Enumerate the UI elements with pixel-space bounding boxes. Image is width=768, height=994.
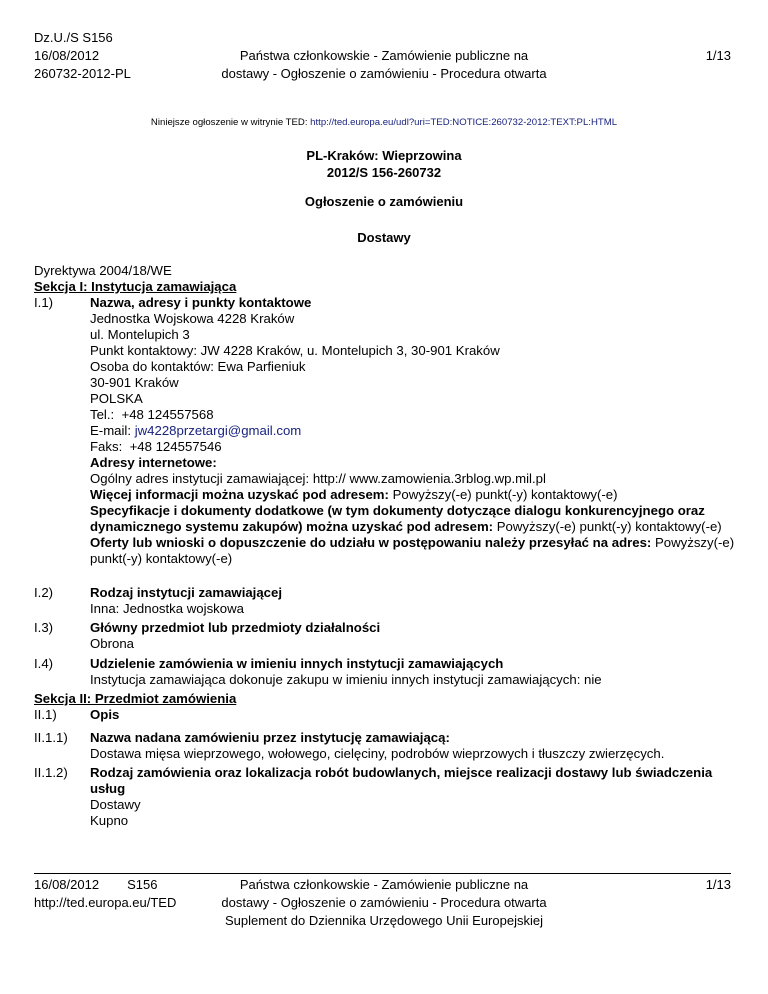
ted-notice-label: Niniejsze ogłoszenie w witrynie TED: — [150, 117, 311, 128]
i1-email-link[interactable]: jw4228przetargi@gmail.com — [134, 423, 302, 438]
i1-spec-value: Powyższy(-e) punkt(-y) kontaktowy(-e) — [493, 519, 722, 534]
i1-offers-value-part2: punkt(-y) kontaktowy(-e) — [90, 551, 233, 566]
section1-title: Sekcja I: Instytucja zamawiająca — [34, 279, 237, 294]
i4-heading: Udzielenie zamówienia w imieniu innych instytucji zamawiających — [90, 656, 504, 671]
doc-title-block — [0, 148, 768, 181]
i1-offers-label: Oferty lub wnioski o dopuszczenie do udziału w postępowaniu należy przesyłać na adres: — [90, 535, 652, 550]
i1-number: I.1) — [34, 295, 54, 310]
header-left — [34, 29, 131, 83]
i1-offers-line — [90, 535, 734, 551]
header-title-line1: Państwa członkowskie - Zamówienie publiczne na — [239, 48, 529, 63]
section2-title: Sekcja II: Przedmiot zamówienia — [34, 691, 237, 706]
footer-line2: dostawy - Ogłoszenie o zamówieniu - Procedura otwarta — [221, 895, 547, 910]
ii12-value2: Kupno — [90, 813, 129, 828]
i1-country: POLSKA — [90, 391, 143, 406]
ii12-heading-line2: usług — [90, 781, 126, 796]
i1-offers-value-part1: Powyższy(-e) — [651, 535, 735, 550]
i1-email-line — [90, 423, 301, 439]
i1-email-label: E-mail: — [90, 423, 135, 438]
header-title — [200, 47, 568, 83]
ii12-value1: Dostawy — [90, 797, 141, 812]
footer-divider — [34, 873, 731, 874]
i1-name: Jednostka Wojskowa 4228 Kraków — [90, 311, 295, 326]
i1-spec-label-line1: Specyfikacje i dokumenty dodatkowe (w tym dokumenty dotyczące dialogu konkurencyjnego oraz — [90, 503, 705, 518]
header-date: 16/08/2012 — [34, 48, 100, 63]
i2-number: I.2) — [34, 585, 54, 600]
i1-street: ul. Montelupich 3 — [90, 327, 190, 342]
dz-ref: Dz.U./S S156 — [34, 30, 113, 45]
ii12-heading-line1: Rodzaj zamówienia oraz lokalizacja robót budowlanych, miejsce realizacji dostawy lub świadczenia — [90, 765, 713, 780]
ii11-heading: Nazwa nadana zamówieniu przez instytucję zamawiającą: — [90, 730, 450, 745]
ii1-heading: Opis — [90, 707, 120, 722]
ii11-value: Dostawa mięsa wieprzowego, wołowego, cielęciny, podrobów wieprzowych i tłuszczy zwierzęcych. — [90, 746, 665, 761]
i3-value: Obrona — [90, 636, 134, 651]
i3-heading: Główny przedmiot lub przedmioty działalności — [90, 620, 381, 635]
footer-left — [34, 876, 176, 912]
i1-contact-person: Osoba do kontaktów: Ewa Parfieniuk — [90, 359, 306, 374]
i1-web-heading: Adresy internetowe: — [90, 455, 217, 470]
footer-line1: Państwa członkowskie - Zamówienie publiczne na — [239, 877, 529, 892]
doc-place-subject: PL-Kraków: Wieprzowina — [306, 148, 462, 163]
footer-center — [200, 876, 568, 930]
footer-url: http://ted.europa.eu/TED — [34, 895, 177, 910]
i1-more-info — [90, 487, 618, 503]
i1-postal: 30-901 Kraków — [90, 375, 179, 390]
header-page-number: 1/13 — [705, 48, 731, 63]
i1-general-address: Ogólny adres instytucji zamawiającej: http:// www.zamowienia.3rblog.wp.mil.pl — [90, 471, 546, 486]
i1-contact-point: Punkt kontaktowy: JW 4228 Kraków, u. Montelupich 3, 30-901 Kraków — [90, 343, 500, 358]
header-title-line2: dostawy - Ogłoszenie o zamówieniu - Procedura otwarta — [221, 66, 547, 81]
footer-page-number: 1/13 — [705, 877, 731, 892]
i1-heading: Nazwa, adresy i punkty kontaktowe — [90, 295, 312, 310]
footer-date-series — [34, 876, 176, 894]
ted-notice-link[interactable]: http://ted.europa.eu/udl?uri=TED:NOTICE:260732-2012:TEXT:PL:HTML — [310, 117, 618, 128]
footer-date: 16/08/2012 — [34, 877, 100, 892]
notice-id: 260732-2012-PL — [34, 66, 131, 81]
i1-fax: Faks: +48 124557546 — [90, 439, 222, 454]
i1-tel: Tel.: +48 124557568 — [90, 407, 214, 422]
i1-spec-line2 — [90, 519, 722, 535]
ted-notice-line — [0, 117, 768, 129]
i1-more-info-value: Powyższy(-e) punkt(-y) kontaktowy(-e) — [388, 487, 618, 502]
doc-ref: 2012/S 156-260732 — [326, 164, 442, 180]
i1-more-info-label: Więcej informacji można uzyskać pod adresem: — [90, 487, 389, 502]
i2-value: Inna: Jednostka wojskowa — [90, 601, 244, 616]
directive: Dyrektywa 2004/18/WE — [34, 263, 172, 278]
ii12-number: II.1.2) — [34, 765, 68, 780]
i1-spec-label-line2: dynamicznego systemu zakupów) można uzyskać pod adresem: — [90, 519, 494, 534]
doc-notice-type: Ogłoszenie o zamówieniu — [304, 194, 464, 209]
i4-value: Instytucja zamawiająca dokonuje zakupu w imieniu innych instytucji zamawiających: nie — [90, 672, 602, 687]
doc-contract-type: Dostawy — [357, 230, 411, 245]
footer-line3: Suplement do Dziennika Urzędowego Unii Europejskiej — [225, 913, 543, 928]
ii1-number: II.1) — [34, 707, 57, 722]
i2-heading: Rodzaj instytucji zamawiającej — [90, 585, 283, 600]
footer-series: S156 — [127, 877, 158, 892]
i3-number: I.3) — [34, 620, 54, 635]
ii11-number: II.1.1) — [34, 730, 68, 745]
i4-number: I.4) — [34, 656, 54, 671]
